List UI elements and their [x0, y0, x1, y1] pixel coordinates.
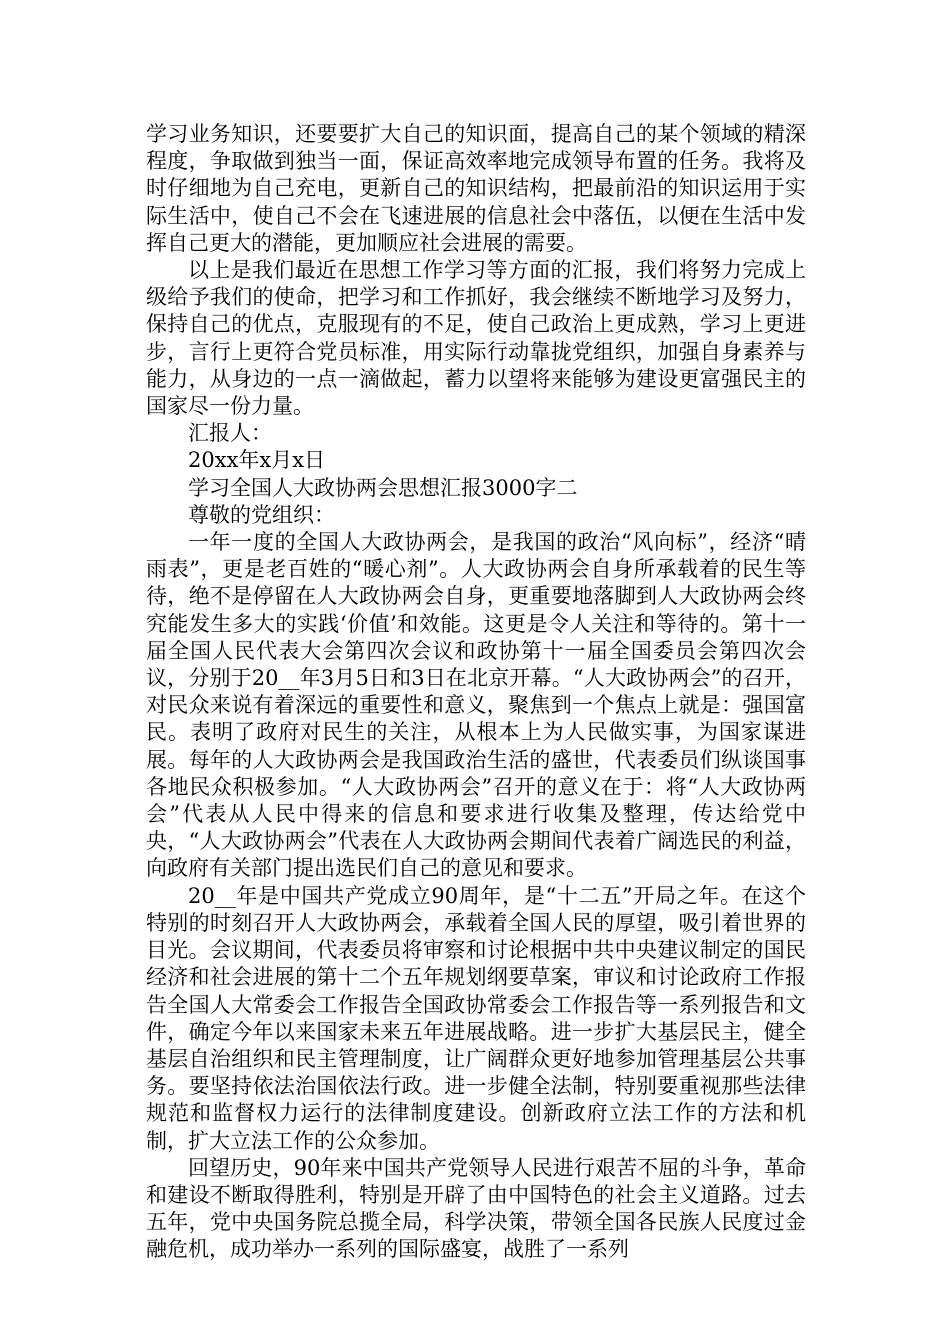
- salutation: 尊敬的党组织：: [188, 502, 335, 527]
- paragraph-history: 回望历史，90年来中国共产党领导人民进行艰苦不屈的斗争，革命和建设不断取得胜利，特别是开辟了由中国特色的社会主义道路。过去五年，党中央国务院总揽全局，科学决策，带领全国各民族人民度过金融危机，成功举办一系列的国际盛宴，战胜了一系列: [146, 1155, 806, 1262]
- paragraph-anniversary: 20__年是中国共产党成立90周年，是“十二五”开局之年。在这个特别的时刻召开人大政协两会，承载着全国人民的厚望，吸引着世界的目光。会议期间，代表委员将审察和讨论根据中共中央建议制定的国民经济和社会进展的第十二个五年规划纲要草案，审议和讨论政府工作报告全国人大常委会工作报告全国政协常委会工作报告等一系列报告和文件，确定今年以来国家未来五年进展战略。进一步扩大基层民主，健全基层自治组织和民主管理制度，让广阔群众更好地参加管理基层公共事务。要坚持依法治国依法行政。进一步健全法制，特别要重视那些法律规范和监督权力运行的法律制度建设。创新政府立法工作的方法和机制，扩大立法工作的公众参加。: [146, 883, 806, 1153]
- section-title: 学习全国人大政协两会思想汇报3000字二: [188, 475, 578, 500]
- reporter-label: 汇报人：: [188, 421, 272, 446]
- document-body: [146, 121, 806, 1264]
- report-date: 20xx年x月x日: [188, 448, 326, 473]
- paragraph-two-sessions: 一年一度的全国人大政协两会，是我国的政治“风向标”，经济“晴雨表”，更是老百姓的“暖心剂”。人大政协两会自身所承载着的民生等待，绝不是停留在人大政协两会自身，更重要地落脚到人大政协两会终究能发生多大的实践‘价值’和效能。这更是令人关注和等待的。第十一届全国人民代表大会第四次会议和政协第十一届全国委员会第四次会议，分别于20__年3月5日和3日在北京开幕。“人大政协两会”的召开，对民众来说有着深远的重要性和意义，聚焦到一个焦点上就是：强国富民。表明了政府对民生的关注，从根本上为人民做实事，为国家谋进展。每年的人大政协两会是我国政治生活的盛世，代表委员们纵谈国事各地民众积极参加。“人大政协两会”召开的意义在于：将“人大政协两会”代表从人民中得来的信息和要求进行收集及整理，传达给党中央，“人大政协两会”代表在人大政协两会期间代表着广阔选民的利益，向政府有关部门提出选民们自己的意见和要求。: [146, 530, 806, 881]
- paragraph-summary: 以上是我们最近在思想工作学习等方面的汇报，我们将努力完成上级给予我们的使命，把学习和工作抓好，我会继续不断地学习及努力，保持自己的优点，克服现有的不足，使自己政治上更成熟，学习上更进步，言行上更符合党员标准，用实际行动靠拢党组织，加强自身素养与能力，从身边的一点一滴做起，蓄力以望将来能够为建设更富强民主的国家尽一份力量。: [146, 258, 806, 419]
- paragraph-continuation: 学习业务知识，还要要扩大自己的知识面，提高自己的某个领域的精深程度，争取做到独当一面，保证高效率地完成领导布置的任务。我将及时仔细地为自己充电，更新自己的知识结构，把最前沿的知识运用于实际生活中，使自己不会在飞速进展的信息社会中落伍，以便在生活中发挥自己更大的潜能，更加顺应社会进展的需要。: [146, 122, 806, 255]
